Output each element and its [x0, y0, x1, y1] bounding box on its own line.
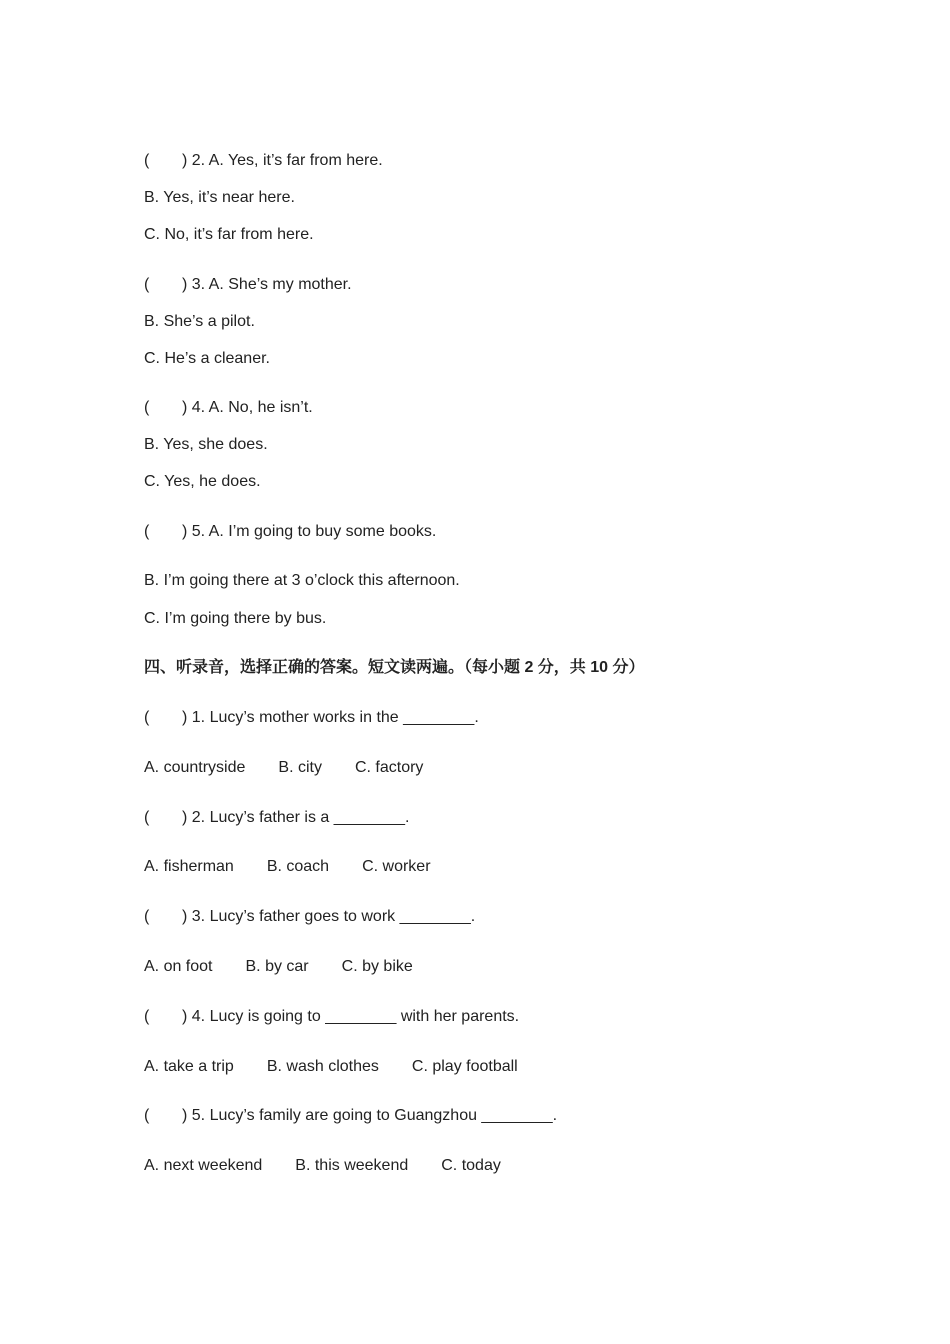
options-row [144, 1156, 501, 1176]
options-row [144, 857, 431, 877]
option-c: C. factory [354, 759, 424, 776]
question-row-p4-4 [144, 1007, 519, 1027]
answer-bracket: ( [144, 709, 150, 726]
question-row-p3-3 [144, 275, 352, 295]
question-row-p3-5 [144, 522, 436, 542]
question-text: ) 2. Lucy’s father is a ________. [182, 809, 410, 826]
option-b: B. wash clothes [266, 1058, 379, 1075]
option-b: B. city [278, 759, 322, 776]
question-row-p3-4 [144, 398, 313, 418]
section-heading: 四、听录音，选择正确的答案。短文读两遍。（每小题 2 分，共 10 分） [144, 659, 645, 676]
question-row-p3-2 [144, 151, 383, 171]
question-row-p4-5 [144, 1106, 557, 1126]
answer-bracket: ( [144, 1008, 150, 1025]
question-row-p4-1 [144, 708, 479, 728]
option-a: A. on foot [144, 958, 213, 975]
option-a: A. take a trip [144, 1058, 234, 1075]
option-c: C. Yes, he does. [144, 473, 261, 490]
option-c: C. play football [411, 1058, 518, 1075]
answer-bracket: ( [144, 1107, 150, 1124]
options-row [144, 957, 413, 977]
question-row-p4-3 [144, 907, 475, 927]
answer-bracket: ( [144, 152, 150, 169]
answer-bracket: ( [144, 399, 150, 416]
answer-bracket: ( [144, 523, 150, 540]
option-b: B. coach [266, 858, 330, 875]
answer-bracket: ( [144, 908, 150, 925]
option-c: C. I’m going there by bus. [144, 610, 327, 627]
option-c: C. No, it’s far from here. [144, 226, 314, 243]
question-text: ) 3. A. She’s my mother. [182, 276, 352, 293]
question-text: ) 4. Lucy is going to ________ with her parents. [182, 1008, 520, 1025]
options-row [144, 1057, 518, 1077]
option-b: B. She’s a pilot. [144, 313, 255, 330]
question-text: ) 5. A. I’m going to buy some books. [182, 523, 437, 540]
option-a: A. next weekend [144, 1157, 263, 1174]
question-text: ) 4. A. No, he isn’t. [182, 399, 313, 416]
option-b: B. this weekend [295, 1157, 409, 1174]
option-b: B. by car [245, 958, 309, 975]
options-row [144, 758, 423, 778]
question-text: ) 1. Lucy’s mother works in the ________. [182, 709, 479, 726]
question-text: ) 5. Lucy’s family are going to Guangzhou ________. [182, 1107, 558, 1124]
answer-bracket: ( [144, 809, 150, 826]
option-c: C. He’s a cleaner. [144, 350, 270, 367]
option-c: C. worker [362, 858, 431, 875]
option-b: B. I’m going there at 3 o’clock this afternoon. [144, 572, 460, 589]
option-a: A. countryside [144, 759, 246, 776]
option-b: B. Yes, it’s near here. [144, 189, 295, 206]
option-b: B. Yes, she does. [144, 436, 268, 453]
question-text: ) 2. A. Yes, it’s far from here. [182, 152, 383, 169]
option-c: C. by bike [341, 958, 413, 975]
option-c: C. today [441, 1157, 501, 1174]
answer-bracket: ( [144, 276, 150, 293]
option-a: A. fisherman [144, 858, 234, 875]
question-row-p4-2 [144, 808, 409, 828]
question-text: ) 3. Lucy’s father goes to work ________. [182, 908, 476, 925]
